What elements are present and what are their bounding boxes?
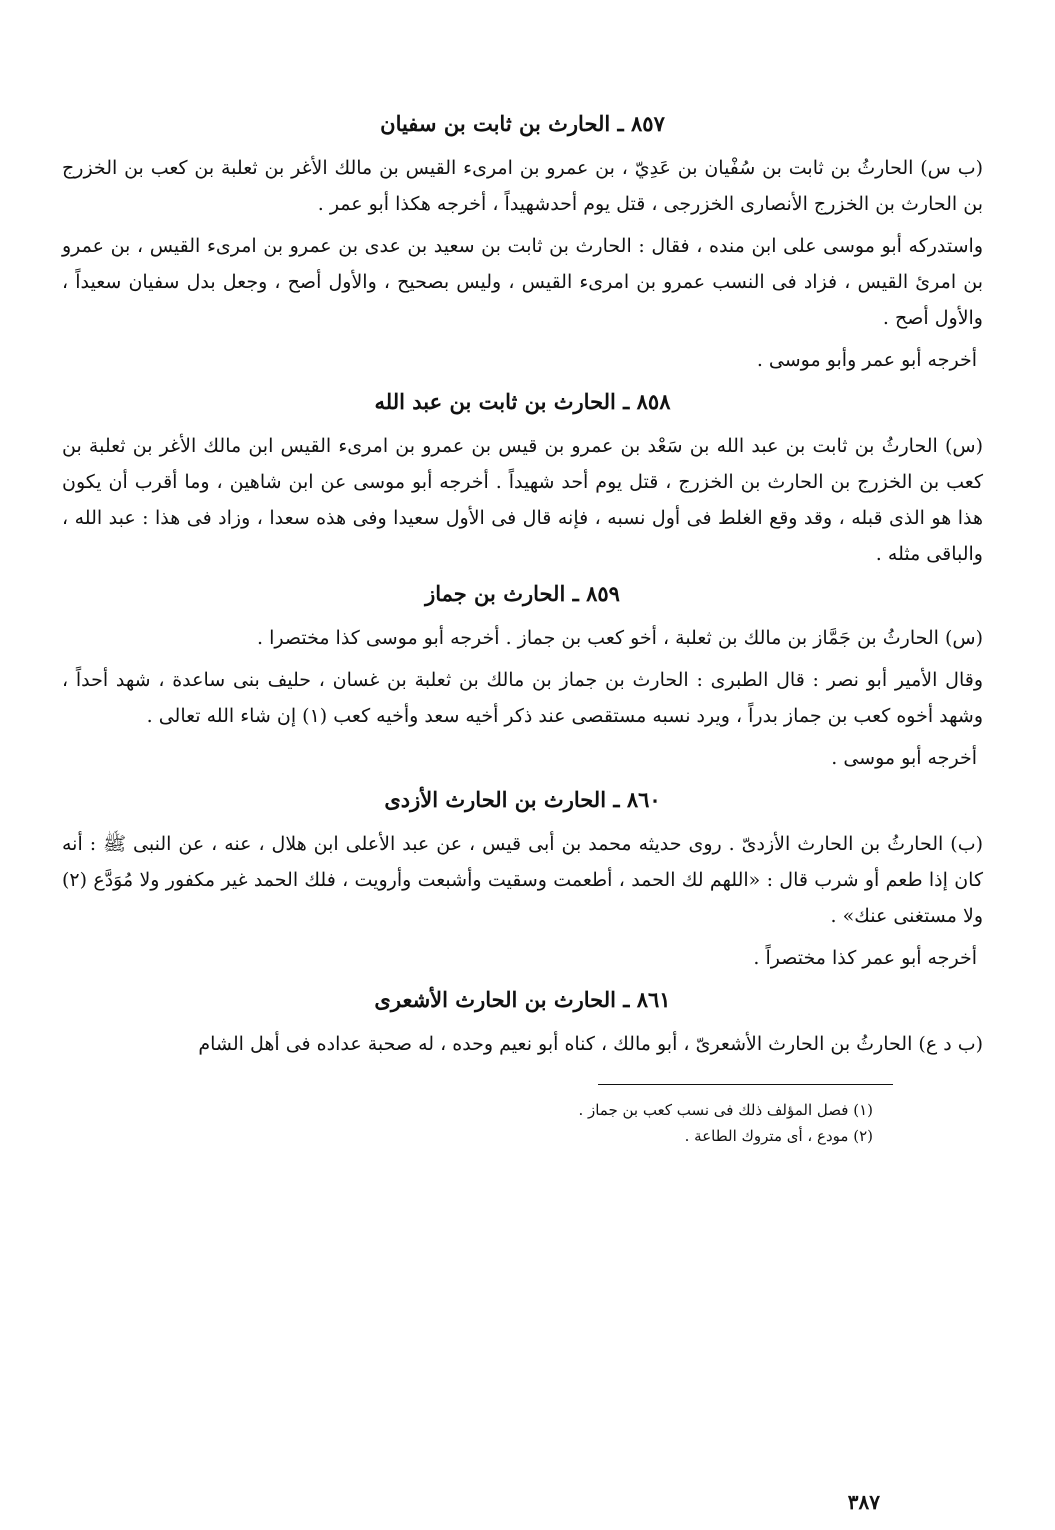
footnotes xyxy=(62,1097,983,1149)
entry-paragraph: واستدركه أبو موسى على ابن منده ، فقال : الحارث بن ثابت بن سعيد بن عدى بن عمرو بن امرىء القيس ، بن عمرو بن امرئ القيس ، فزاد فى النسب عمرو بن امرىء القيس ، وليس بصحيح ، والأول أصح ، وجعل بدل سفيان سعيداً ، والأول أصح . xyxy=(62,235,984,329)
entry-857 xyxy=(62,108,983,378)
entry-paragraph: وقال الأمير أبو نصر : قال الطبرى : الحارث بن جماز بن مالك بن ثعلبة بن غسان ، حليف بنى ساعدة ، شهد أحداً ، وشهد أخوه كعب بن جماز بدراً ، ويرد نسبه مستقصى عند ذكر أخيه سعد وأخيه كعب (١) إن شاء الله تعالى . xyxy=(62,669,983,727)
entry-paragraph: (س) الحارثُ بن ثابت بن عبد الله بن سَعْد بن عمرو بن قيس بن عمرو بن امرىء القيس ابن مالك الأغر بن ثعلبة بن كعب بن الخزرج بن الحارث بن الخزرج ، قتل يوم أحد شهيداً . أخرجه أبو موسى عن ابن شاهين ، وما أقرب أن يكون هذا هو الذى قبله ، وقد وقع الغلط فى أول نسبه ، فإنه قال فى الأول سعيدا وفى هذه سعدا ، وزاد فى هذا : عبد الله ، والباقى مثله . xyxy=(62,435,983,565)
page-number: ٣٨٧ xyxy=(847,1490,880,1514)
footnote: (٢) مودع ، أى متروك الطاعة . xyxy=(684,1127,873,1145)
source-note: أخرجه أبو عمر كذا مختصراً . xyxy=(753,947,977,969)
entry-paragraph: (ب) الحارثُ بن الحارث الأزدىّ . روى حديثه محمد بن أبى قيس ، عن عبد الأعلى ابن هلال ، عنه ، عن النبى ﷺ : أنه كان إذا طعم أو شرب قال : «اللهم لك الحمد ، أطعمت وسقيت وأشبعت وأرويت ، فلك الحمد غير مكفور ولا مُوَدَّع (٢) ولا مستغنى عنك» . xyxy=(62,833,983,927)
entry-858 xyxy=(62,386,983,572)
entry-860 xyxy=(62,784,983,976)
entry-paragraph: (ب س) الحارثُ بن ثابت بن سُفْيان بن عَدِيّ ، بن عمرو بن امرىء القيس بن مالك الأغر بن ثعلبة بن كعب بن الخزرج بن الحارث بن الخزرج الأنصارى الخزرجى ، قتل يوم أحدشهيداً ، أخرجه هكذا أبو عمر . xyxy=(62,157,983,215)
entry-heading: ٨٥٧ ـ الحارث بن ثابت بن سفيان xyxy=(380,111,665,136)
entry-heading: ٨٦١ ـ الحارث بن الحارث الأشعرى xyxy=(374,987,671,1012)
footnote-divider xyxy=(598,1084,893,1085)
entry-heading: ٨٥٩ ـ الحارث بن جماز xyxy=(425,581,620,606)
entry-859 xyxy=(62,578,983,776)
footnote: (١) فصل المؤلف ذلك فى نسب كعب بن جماز . xyxy=(578,1101,873,1119)
source-note: أخرجه أبو عمر وأبو موسى . xyxy=(756,349,977,371)
entry-heading: ٨٥٨ ـ الحارث بن ثابت بن عبد الله xyxy=(374,389,671,414)
entry-paragraph: (ب د ع) الحارثُ بن الحارث الأشعرىّ ، أبو مالك ، كناه أبو نعيم وحده ، له صحبة عداده فى أهل الشام xyxy=(198,1033,983,1055)
entry-heading: ٨٦٠ ـ الحارث بن الحارث الأزدى xyxy=(384,787,661,812)
source-note: أخرجه أبو موسى . xyxy=(831,747,977,769)
entry-paragraph: (س) الحارثُ بن جَمَّاز بن مالك بن ثعلبة ، أخو كعب بن جماز . أخرجه أبو موسى كذا مختصرا . xyxy=(257,627,983,649)
entry-861 xyxy=(62,984,983,1062)
